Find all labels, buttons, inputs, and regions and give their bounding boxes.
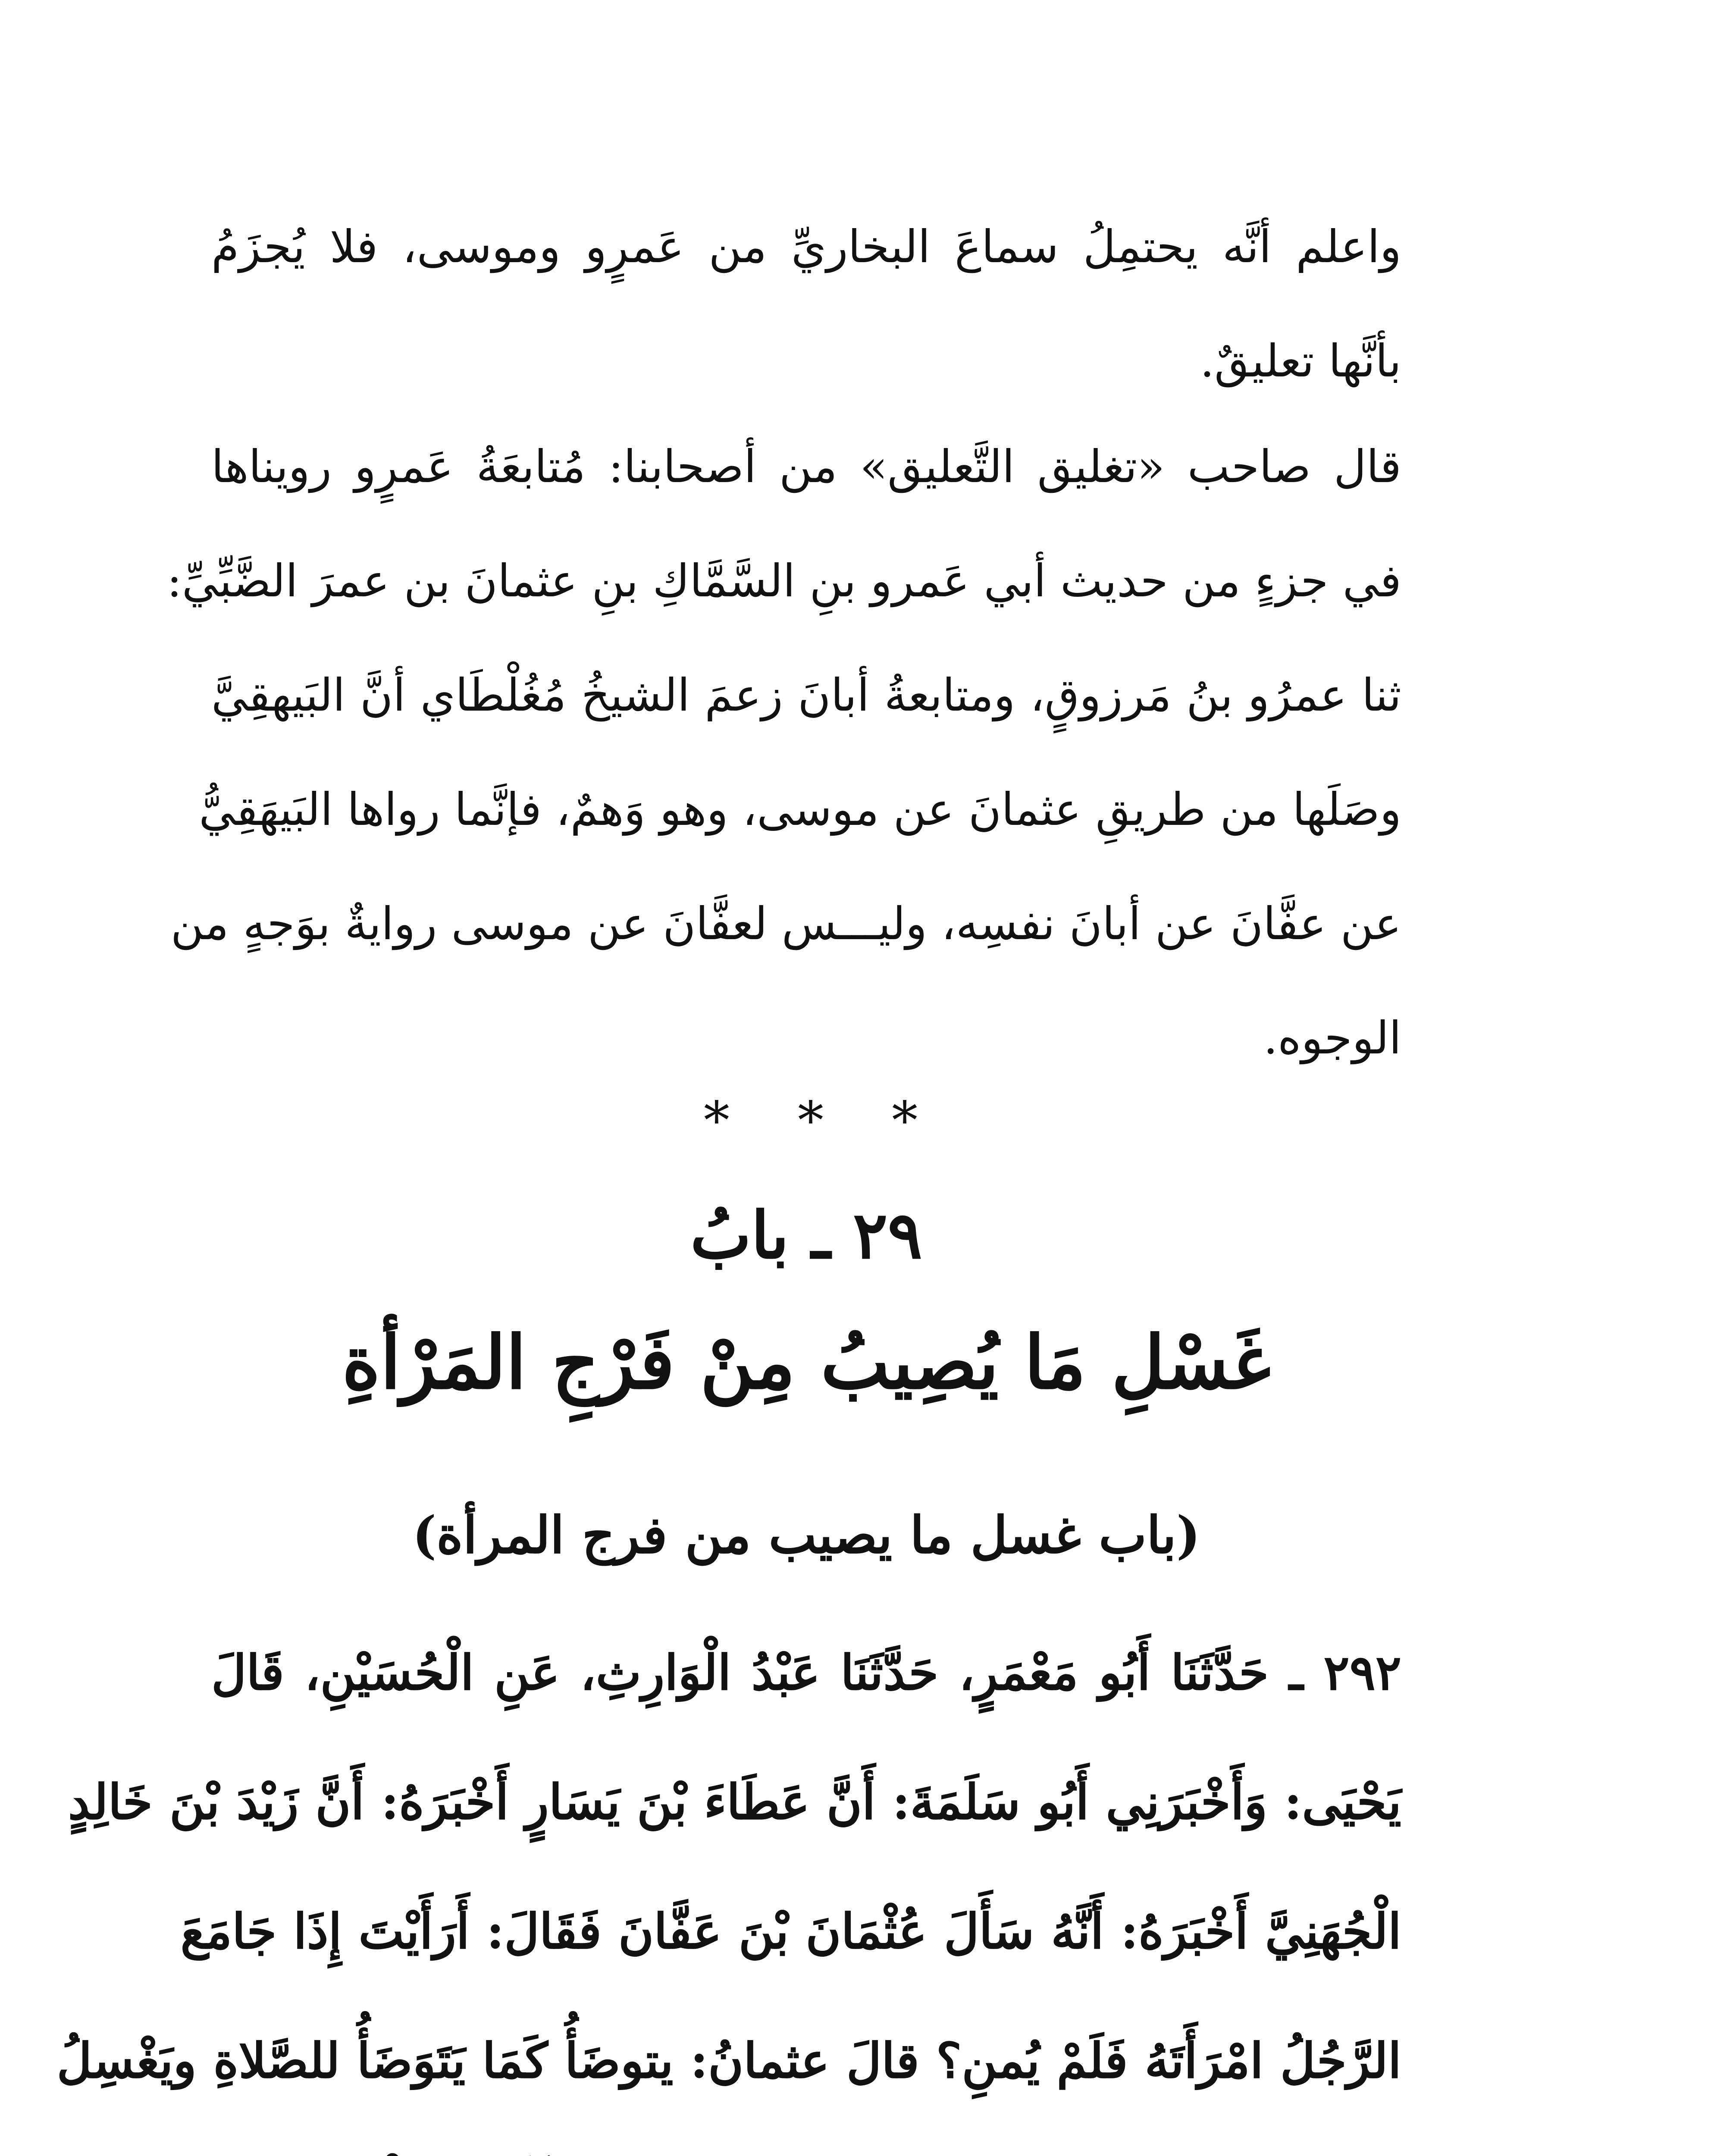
chapter-number: ٢٩ ـ بابُ bbox=[690, 1197, 923, 1273]
commentary-paragraph-1 bbox=[211, 190, 1401, 418]
section-separator: * * * bbox=[703, 1091, 944, 1151]
text-line: واعلم أنَّه يحتمِلُ سماعَ البخاريِّ من عَمرٍو وموسى، فلا يُجزَمُ bbox=[211, 220, 1401, 273]
text-line: الرَّجُلُ امْرَأَتَهُ فَلَمْ يُمنِ؟ قالَ عثمانُ: يتوضَأُ كَمَا يَتَوَضَأُ للصَّلاةِ ويَغْسِلُ bbox=[56, 2033, 1401, 2089]
commentary-paragraph-2 bbox=[166, 410, 1401, 1095]
text-line: بأنَّها تعليقٌ. bbox=[1200, 335, 1401, 387]
text-line bbox=[211, 2126, 1401, 2156]
chapter-subtitle: (باب غسل ما يصيب من فرج المرأة) bbox=[412, 1505, 1200, 1565]
text-line: يَحْيَى: وَأَخْبَرَنِي أَبُو سَلَمَةَ: أَنَّ عَطَاءَ بْنَ يَسَارٍ أَخْبَرَهُ: أَنَّ زَيْدَ بْنَ خَالِدٍ bbox=[68, 1774, 1401, 1830]
text-line: الْجُهَنِيَّ أَخْبَرَهُ: أَنَّهُ سَأَلَ عُثْمَانَ بْنَ عَفَّانَ فَقَالَ: أَرَأَيْتَ إِذَا جَامَعَ bbox=[180, 1903, 1401, 1960]
text-line: ٢٩٢ ـ حَدَّثَنَا أَبُو مَعْمَرٍ، حَدَّثَنَا عَبْدُ الْوَارِثِ، عَنِ الْحُسَيْنِ، قَالَ bbox=[211, 1645, 1402, 1701]
text-line: قال صاحب «تغليق التَّعليق» من أصحابنا: مُتابعَةُ عَمرٍو رويناها bbox=[211, 440, 1401, 493]
text-line: في جزءٍ من حديث أبي عَمرو بنِ السَّمَّاكِ بنِ عثمانَ بن عمرَ الضَّبِّيِّ: bbox=[166, 555, 1401, 607]
text-line: عن عفَّانَ عن أبانَ نفسِه، وليـــس لعفَّانَ عن موسى روايةٌ بوَجهٍ من bbox=[170, 897, 1401, 950]
chapter-title: غَسْلِ مَا يُصِيبُ مِنْ فَرْجِ المَرْأةِ bbox=[342, 1319, 1271, 1406]
text-line: الوجوه. bbox=[1263, 1012, 1401, 1064]
text-line: وصَلَها من طريقِ عثمانَ عن موسى، وهو وَهمٌ، فإنَّما رواها البَيهَقِيُّ bbox=[199, 783, 1401, 836]
hadith-text bbox=[56, 1608, 1402, 2156]
text-line: ثنا عمرُو بنُ مَرزوقٍ، ومتابعةُ أبانَ زعمَ الشيخُ مُغُلْطَاي أنَّ البَيهقِيَّ bbox=[211, 669, 1401, 721]
